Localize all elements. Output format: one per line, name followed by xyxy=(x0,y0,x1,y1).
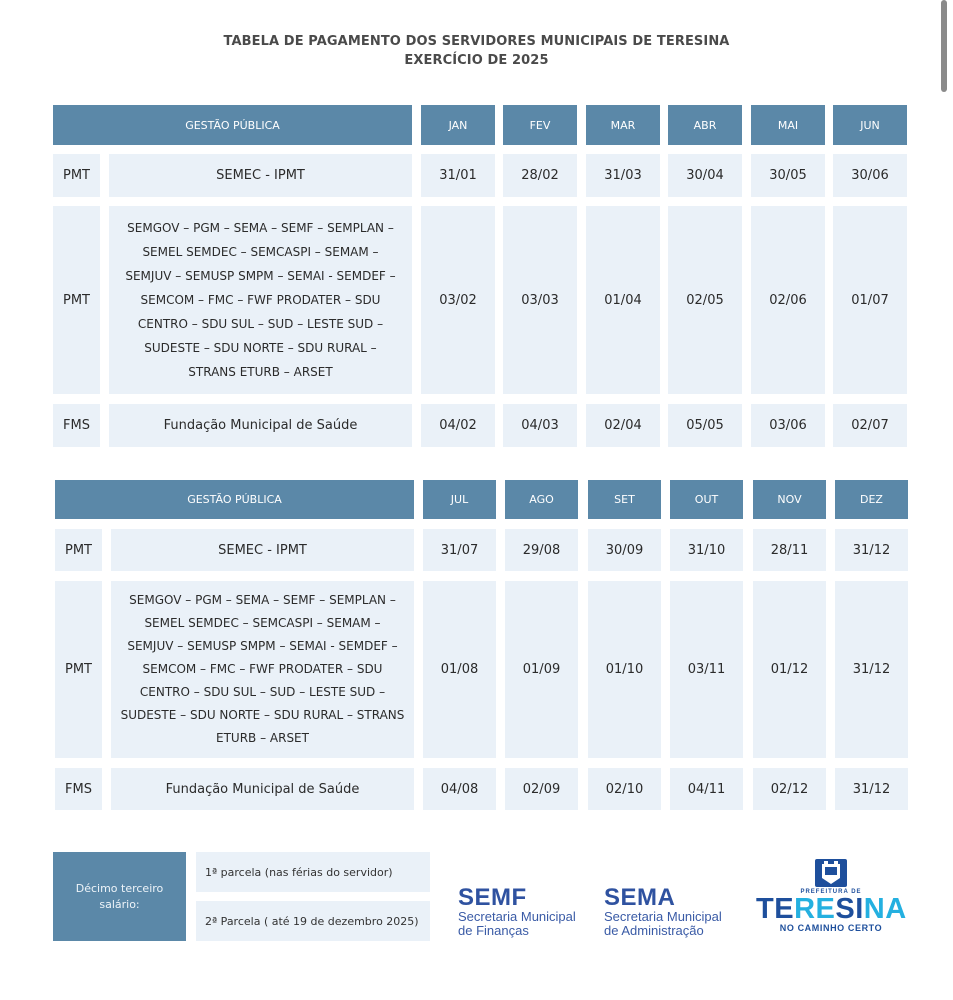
semf-acronym: SEMF xyxy=(458,884,527,911)
table2-month-jul: JUL xyxy=(423,480,496,519)
table2-row3-date: 02/12 xyxy=(753,768,826,810)
table2-row3-code: FMS xyxy=(55,768,102,810)
org-line: SEMJUV – SEMUSP SMPM – SEMAI - SEMDEF – xyxy=(125,269,396,283)
table2-month-dec: DEZ xyxy=(835,480,908,519)
table1-row1-date: 31/01 xyxy=(421,154,495,197)
table1-month-jan: JAN xyxy=(421,105,495,145)
org-line: SEMEL SEMDEC – SEMCASPI – SEMAM – xyxy=(144,616,381,630)
table1-row3-code: FMS xyxy=(53,404,100,447)
org-line: SEMCOM – FMC – FWF PRODATER – SDU xyxy=(140,293,381,307)
sema-line1: Secretaria Municipal xyxy=(604,909,722,924)
decimo-parcela-1: 1ª parcela (nas férias do servidor) xyxy=(196,852,430,892)
table2-row1-date: 28/11 xyxy=(753,529,826,571)
org-line: SUDESTE – SDU NORTE – SDU RURAL – STRANS xyxy=(120,708,405,722)
table2-row1-org: SEMEC - IPMT xyxy=(111,529,414,571)
sema-logo xyxy=(604,886,722,938)
table2-row3-date: 04/08 xyxy=(423,768,496,810)
table2-row1-date: 31/12 xyxy=(835,529,908,571)
table1-row3-org: Fundação Municipal de Saúde xyxy=(109,404,412,447)
table2-row1-date: 31/07 xyxy=(423,529,496,571)
table1-row1-date: 28/02 xyxy=(503,154,577,197)
table1-row2-date: 03/02 xyxy=(421,206,495,394)
table1-row3-date: 02/07 xyxy=(833,404,907,447)
org-line: SUDESTE – SDU NORTE – SDU RURAL – xyxy=(144,341,377,355)
table2-row2-date: 01/12 xyxy=(753,581,826,758)
table1-row3-date: 02/04 xyxy=(586,404,660,447)
page-title xyxy=(0,32,953,70)
org-line: STRANS ETURB – ARSET xyxy=(188,365,333,379)
table1-row2-date: 01/04 xyxy=(586,206,660,394)
teresina-prefix: PREFEITURA DE xyxy=(800,889,862,895)
teresina-name: TERESINA xyxy=(756,893,907,925)
teresina-slogan: NO CAMINHO CERTO xyxy=(779,923,883,933)
table1-row3-date: 05/05 xyxy=(668,404,742,447)
table2-row2-date: 01/08 xyxy=(423,581,496,758)
table2-row2-org-list xyxy=(111,581,414,758)
table1-row3-date: 04/02 xyxy=(421,404,495,447)
org-line: CENTRO – SDU SUL – SUD – LESTE SUD – xyxy=(137,317,384,331)
org-line: SEMCOM – FMC – FWF PRODATER – SDU xyxy=(142,662,383,676)
sema-line2: de Administração xyxy=(604,923,704,938)
org-line: SEMGOV – PGM – SEMA – SEMF – SEMPLAN – xyxy=(127,221,394,235)
prefeitura-teresina-logo xyxy=(756,858,906,944)
table1-month-feb: FEV xyxy=(503,105,577,145)
table1-month-apr: ABR xyxy=(668,105,742,145)
org-line: SEMJUV – SEMUSP SMPM – SEMAI - SEMDEF – xyxy=(127,639,398,653)
table1-row1-org: SEMEC - IPMT xyxy=(109,154,412,197)
table1-month-mar: MAR xyxy=(586,105,660,145)
semf-logo xyxy=(458,886,576,938)
table2-row2-date: 01/09 xyxy=(505,581,578,758)
table1-header-label: GESTÃO PÚBLICA xyxy=(53,105,412,145)
table1-row3-date: 03/06 xyxy=(751,404,825,447)
table1-row2-code: PMT xyxy=(53,206,100,394)
table1-row2-date: 02/06 xyxy=(751,206,825,394)
table2-row1-code: PMT xyxy=(55,529,102,571)
table2-row2-date: 31/12 xyxy=(835,581,908,758)
sema-acronym: SEMA xyxy=(604,884,676,911)
table2-month-sep: SET xyxy=(588,480,661,519)
table1-month-may: MAI xyxy=(751,105,825,145)
org-line: SEMGOV – PGM – SEMA – SEMF – SEMPLAN – xyxy=(129,593,396,607)
city-crest-icon xyxy=(814,858,848,888)
table2-month-nov: NOV xyxy=(753,480,826,519)
table1-month-jun: JUN xyxy=(833,105,907,145)
title-line-2: EXERCÍCIO DE 2025 xyxy=(404,53,549,68)
table1-row1-date: 31/03 xyxy=(586,154,660,197)
decimo-terceiro-label: Décimo terceiro salário: xyxy=(53,852,186,941)
org-line: ETURB – ARSET xyxy=(216,731,309,745)
table1-row1-date: 30/05 xyxy=(751,154,825,197)
table1-row2-org-list xyxy=(109,206,412,394)
org-line: SEMEL SEMDEC – SEMCASPI – SEMAM – xyxy=(142,245,379,259)
table2-row1-date: 31/10 xyxy=(670,529,743,571)
table2-row3-date: 31/12 xyxy=(835,768,908,810)
table1-row2-date: 02/05 xyxy=(668,206,742,394)
table2-row3-date: 02/10 xyxy=(588,768,661,810)
table2-row2-date: 03/11 xyxy=(670,581,743,758)
title-line-1: TABELA DE PAGAMENTO DOS SERVIDORES MUNICIPAIS DE TERESINA xyxy=(223,34,730,49)
table2-month-oct: OUT xyxy=(670,480,743,519)
table2-header-label: GESTÃO PÚBLICA xyxy=(55,480,414,519)
semf-line1: Secretaria Municipal xyxy=(458,909,576,924)
table1-row3-date: 04/03 xyxy=(503,404,577,447)
table1-row1-code: PMT xyxy=(53,154,100,197)
table2-row3-date: 04/11 xyxy=(670,768,743,810)
table2-row3-org: Fundação Municipal de Saúde xyxy=(111,768,414,810)
table2-row2-date: 01/10 xyxy=(588,581,661,758)
org-line: CENTRO – SDU SUL – SUD – LESTE SUD – xyxy=(139,685,386,699)
table1-row1-date: 30/06 xyxy=(833,154,907,197)
decimo-parcela-2: 2ª Parcela ( até 19 de dezembro 2025) xyxy=(196,901,430,941)
table1-row1-date: 30/04 xyxy=(668,154,742,197)
table1-row2-date: 01/07 xyxy=(833,206,907,394)
semf-line2: de Finanças xyxy=(458,923,529,938)
table1-row2-date: 03/03 xyxy=(503,206,577,394)
table2-row3-date: 02/09 xyxy=(505,768,578,810)
table2-row2-code: PMT xyxy=(55,581,102,758)
table2-month-aug: AGO xyxy=(505,480,578,519)
table2-row1-date: 30/09 xyxy=(588,529,661,571)
table2-row1-date: 29/08 xyxy=(505,529,578,571)
